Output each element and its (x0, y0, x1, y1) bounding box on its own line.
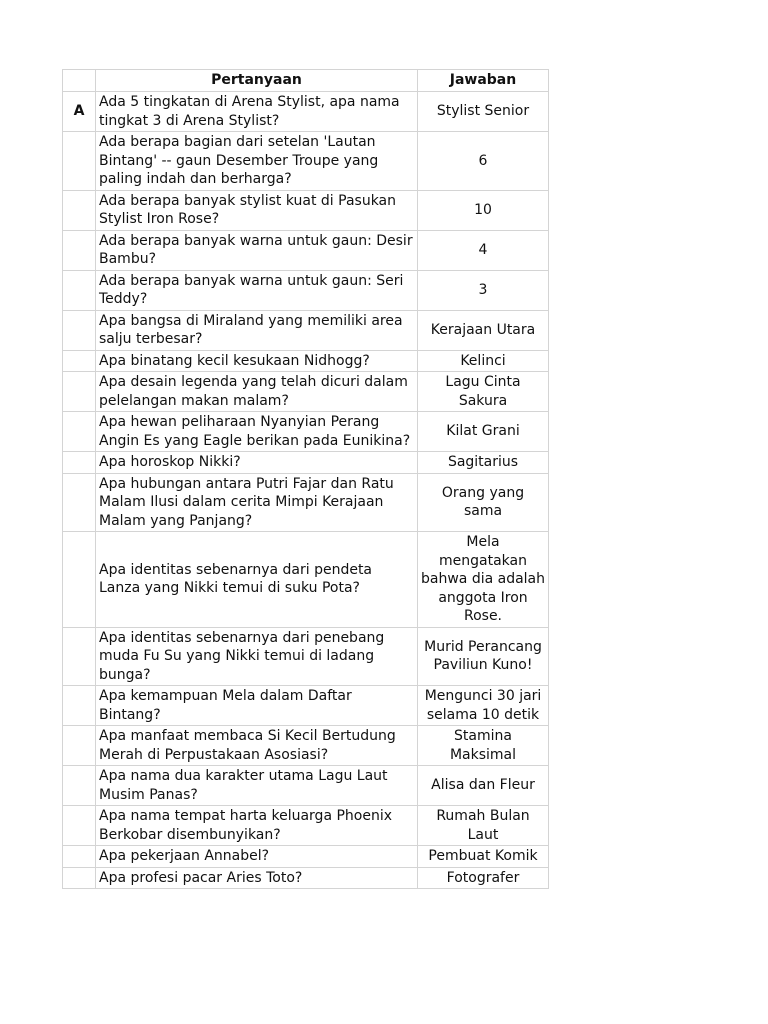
answer-cell: Mela mengatakan bahwa dia adalah anggota Iron Rose. (418, 532, 549, 628)
question-cell: Ada berapa banyak warna untuk gaun: Desir Bambu? (96, 230, 418, 270)
question-cell: Apa desain legenda yang telah dicuri dalam pelelangan makan malam? (96, 372, 418, 412)
question-cell: Apa nama tempat harta keluarga Phoenix Berkobar disembunyikan? (96, 806, 418, 846)
answer-cell: 6 (418, 132, 549, 191)
table-row (63, 766, 549, 806)
answer-cell: Stamina Maksimal (418, 726, 549, 766)
table-row (63, 92, 549, 132)
question-cell: Apa horoskop Nikki? (96, 452, 418, 474)
answer-cell: Alisa dan Fleur (418, 766, 549, 806)
row-key (63, 412, 96, 452)
question-cell: Apa identitas sebenarnya dari penebang muda Fu Su yang Nikki temui di ladang bunga? (96, 627, 418, 686)
row-key (63, 867, 96, 889)
answer-cell: Mengunci 30 jari selama 10 detik (418, 686, 549, 726)
header-key-cell (63, 70, 96, 92)
table-row (63, 726, 549, 766)
row-key (63, 846, 96, 868)
row-key (63, 686, 96, 726)
row-key: A (63, 92, 96, 132)
header-answer: Jawaban (418, 70, 549, 92)
row-key (63, 132, 96, 191)
answer-cell: Rumah Bulan Laut (418, 806, 549, 846)
row-key (63, 190, 96, 230)
question-cell: Ada 5 tingkatan di Arena Stylist, apa nama tingkat 3 di Arena Stylist? (96, 92, 418, 132)
table-row (63, 473, 549, 532)
qa-table (62, 69, 549, 889)
answer-cell: Stylist Senior (418, 92, 549, 132)
answer-cell: 3 (418, 270, 549, 310)
row-key (63, 726, 96, 766)
question-cell: Apa identitas sebenarnya dari pendeta Lanza yang Nikki temui di suku Pota? (96, 532, 418, 628)
table-row (63, 846, 549, 868)
answer-cell: Murid Perancang Paviliun Kuno! (418, 627, 549, 686)
row-key (63, 350, 96, 372)
table-row (63, 806, 549, 846)
table-row (63, 412, 549, 452)
question-cell: Apa hubungan antara Putri Fajar dan Ratu Malam Ilusi dalam cerita Mimpi Kerajaan Malam yang Panjang? (96, 473, 418, 532)
row-key (63, 806, 96, 846)
question-cell: Apa nama dua karakter utama Lagu Laut Musim Panas? (96, 766, 418, 806)
table-row (63, 867, 549, 889)
table-row (63, 310, 549, 350)
table-row (63, 372, 549, 412)
row-key (63, 766, 96, 806)
table-row (63, 532, 549, 628)
answer-cell: 10 (418, 190, 549, 230)
table-header-row (63, 70, 549, 92)
row-key (63, 372, 96, 412)
question-cell: Apa profesi pacar Aries Toto? (96, 867, 418, 889)
answer-cell: Orang yang sama (418, 473, 549, 532)
question-cell: Apa pekerjaan Annabel? (96, 846, 418, 868)
table-row (63, 627, 549, 686)
table-row (63, 230, 549, 270)
answer-cell: Kilat Grani (418, 412, 549, 452)
header-question: Pertanyaan (96, 70, 418, 92)
row-key (63, 532, 96, 628)
question-cell: Apa hewan peliharaan Nyanyian Perang Angin Es yang Eagle berikan pada Eunikina? (96, 412, 418, 452)
question-cell: Ada berapa banyak warna untuk gaun: Seri Teddy? (96, 270, 418, 310)
table-row (63, 190, 549, 230)
answer-cell: Fotografer (418, 867, 549, 889)
row-key (63, 627, 96, 686)
row-key (63, 473, 96, 532)
row-key (63, 270, 96, 310)
question-cell: Apa kemampuan Mela dalam Daftar Bintang? (96, 686, 418, 726)
answer-cell: Lagu Cinta Sakura (418, 372, 549, 412)
question-cell: Ada berapa banyak stylist kuat di Pasukan Stylist Iron Rose? (96, 190, 418, 230)
answer-cell: Kelinci (418, 350, 549, 372)
answer-cell: Sagitarius (418, 452, 549, 474)
question-cell: Apa manfaat membaca Si Kecil Bertudung Merah di Perpustakaan Asosiasi? (96, 726, 418, 766)
question-cell: Apa binatang kecil kesukaan Nidhogg? (96, 350, 418, 372)
table-row (63, 452, 549, 474)
table-row (63, 350, 549, 372)
row-key (63, 452, 96, 474)
row-key (63, 230, 96, 270)
table-row (63, 270, 549, 310)
table-body (63, 92, 549, 889)
question-cell: Apa bangsa di Miraland yang memiliki area salju terbesar? (96, 310, 418, 350)
table-row (63, 686, 549, 726)
answer-cell: Pembuat Komik (418, 846, 549, 868)
answer-cell: 4 (418, 230, 549, 270)
row-key (63, 310, 96, 350)
answer-cell: Kerajaan Utara (418, 310, 549, 350)
table-row (63, 132, 549, 191)
question-cell: Ada berapa bagian dari setelan 'Lautan Bintang' -- gaun Desember Troupe yang paling indah dan berharga? (96, 132, 418, 191)
